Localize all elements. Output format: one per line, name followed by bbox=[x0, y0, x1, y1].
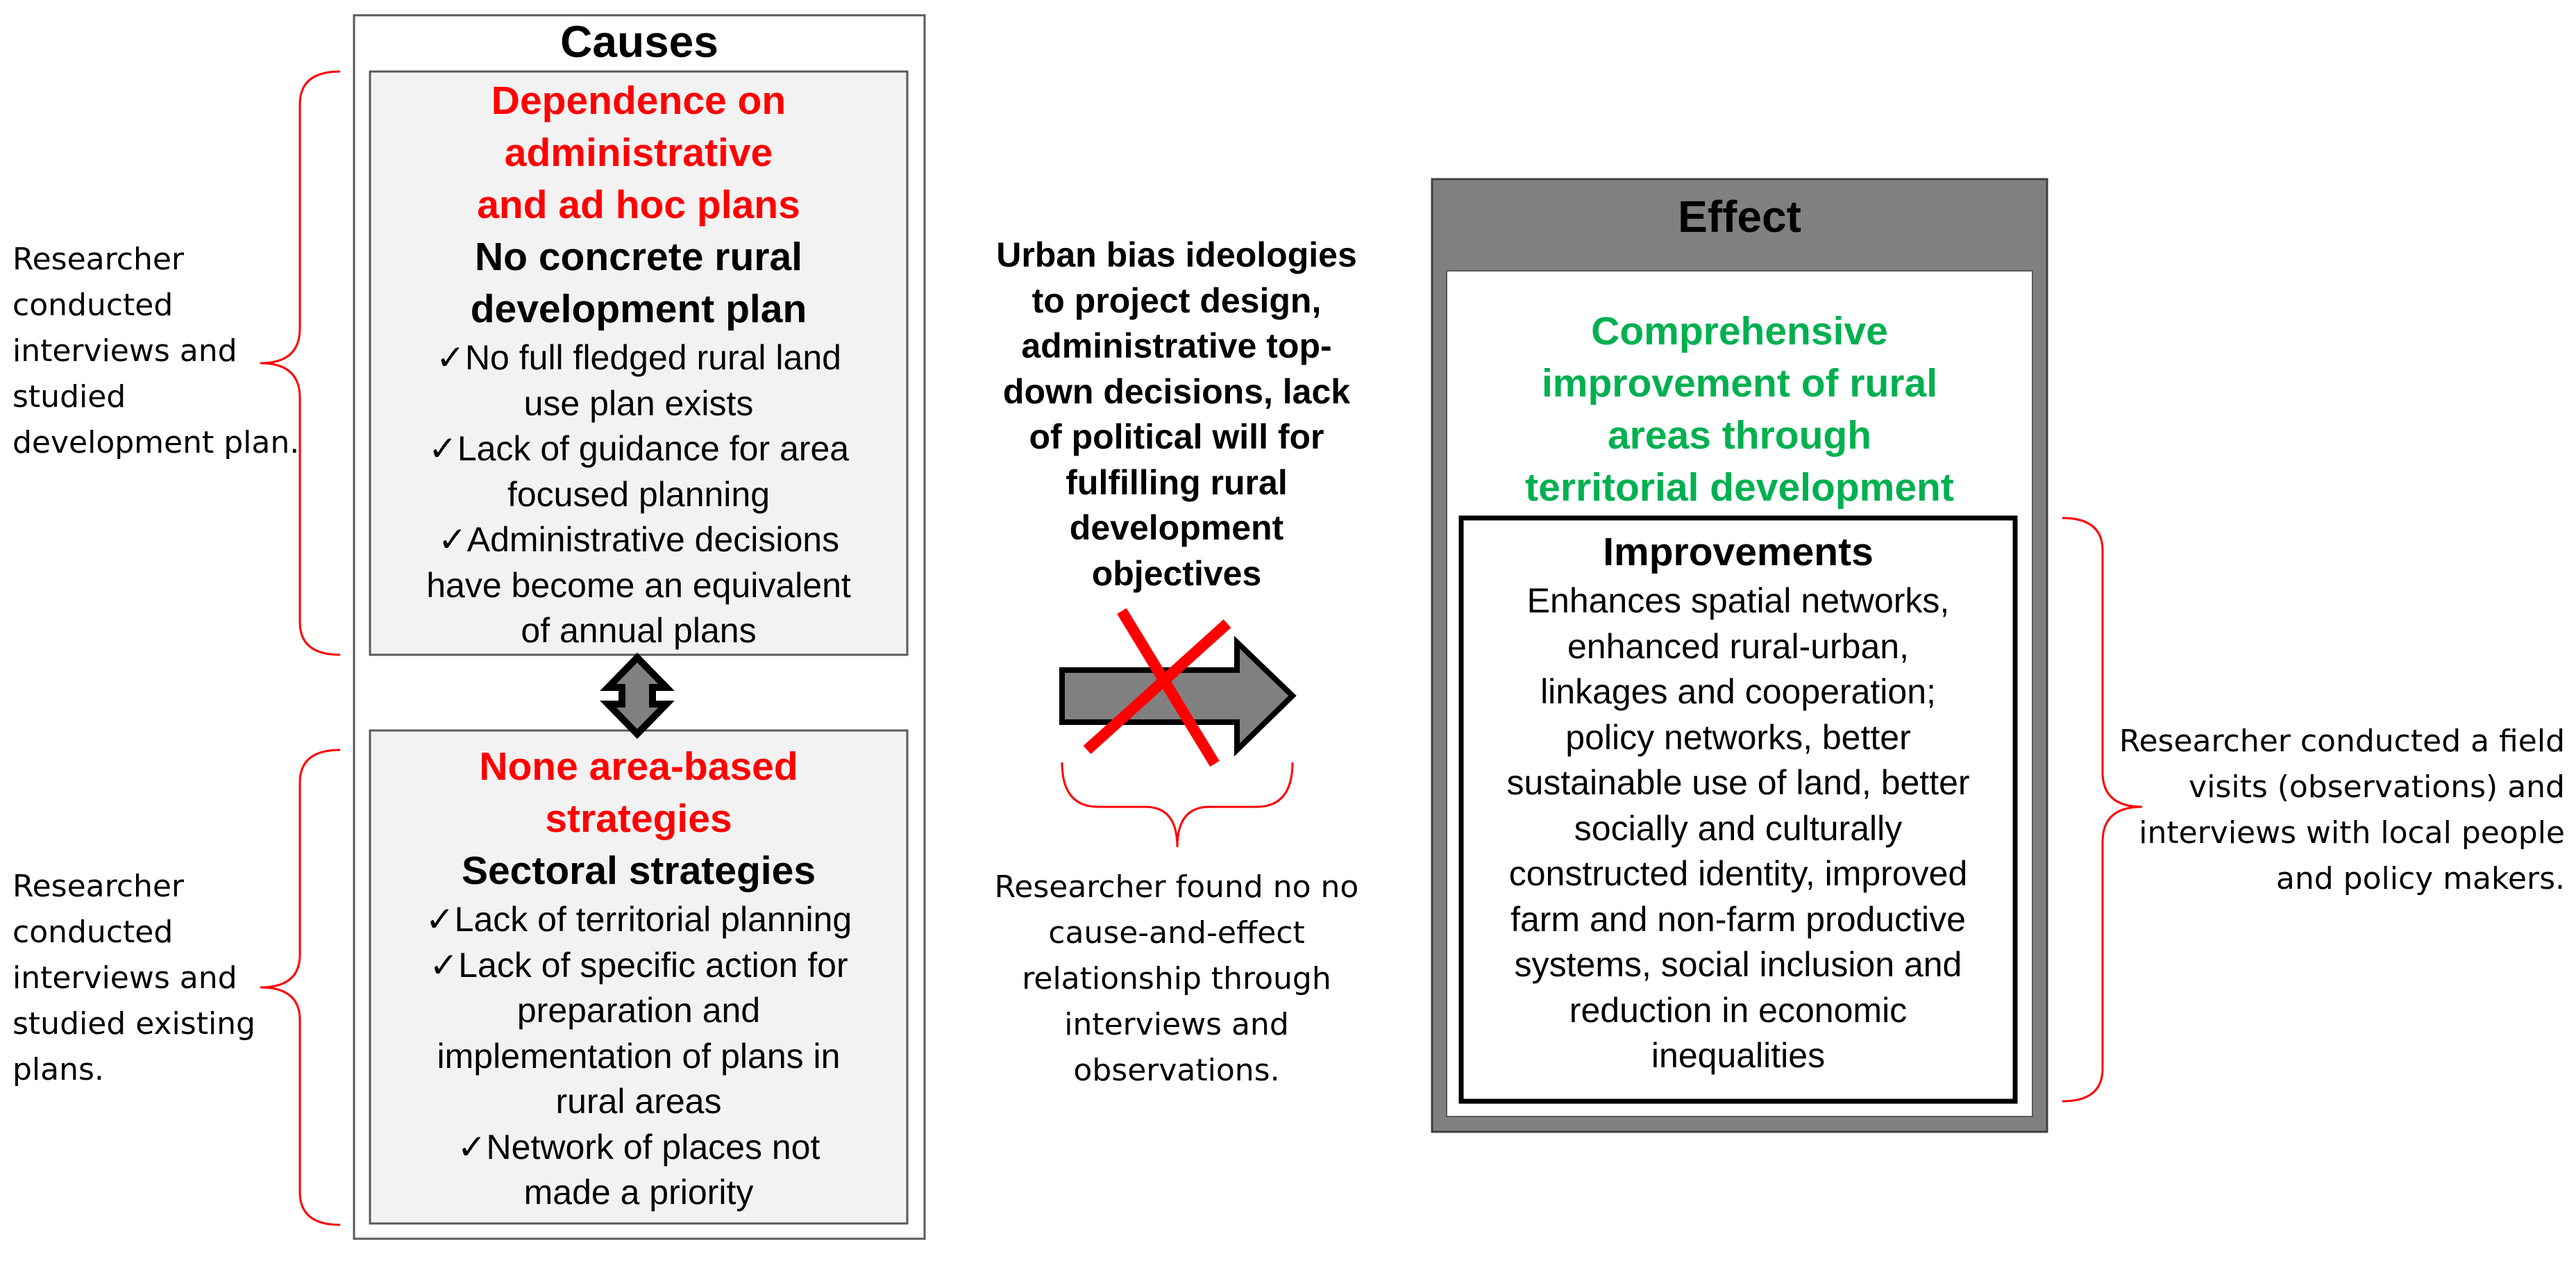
bullet-line: rural areas bbox=[555, 1082, 722, 1121]
causes-title-label: Causes bbox=[560, 17, 718, 67]
bullet-line: ✓Network of places not bbox=[457, 1127, 820, 1167]
effect-green-heading bbox=[1447, 306, 2032, 514]
note-line: conducted bbox=[12, 287, 174, 323]
heading-line: None area-based bbox=[479, 744, 798, 789]
right-note bbox=[2110, 719, 2565, 902]
bullet-line: ✓Lack of specific action for bbox=[429, 945, 848, 985]
improvements-body bbox=[1464, 578, 2012, 1079]
body-line: sustainable use of land, better bbox=[1506, 763, 1970, 802]
ideology-line: of political will for bbox=[1029, 417, 1324, 456]
note-line: interviews and bbox=[12, 333, 237, 369]
body-line: farm and non-farm productive bbox=[1510, 899, 1966, 939]
body-line: socially and culturally bbox=[1574, 808, 1903, 848]
ideology-line: down decisions, lack bbox=[1002, 371, 1351, 411]
heading-line: territorial development bbox=[1525, 465, 1954, 510]
note-line: and policy makers. bbox=[2275, 861, 2565, 896]
causes-title bbox=[354, 14, 925, 69]
improvements-heading bbox=[1464, 526, 2012, 578]
bullet-line: implementation of plans in bbox=[437, 1036, 841, 1076]
top-red-heading bbox=[370, 75, 907, 231]
ideology-line: to project design, bbox=[1032, 281, 1322, 320]
ideology-line: Urban bias ideologies bbox=[996, 235, 1357, 274]
note-line: interviews with local people bbox=[2139, 815, 2565, 851]
note-line: studied bbox=[12, 379, 126, 415]
body-line: linkages and cooperation; bbox=[1540, 672, 1936, 711]
bullet-line: preparation and bbox=[516, 991, 761, 1030]
body-line: policy networks, better bbox=[1565, 717, 1911, 757]
improvements-heading-label: Improvements bbox=[1603, 530, 1874, 574]
bullet-line: ✓No full fledged rural land bbox=[436, 338, 841, 377]
top-bullets bbox=[370, 335, 907, 654]
note-line: relationship through bbox=[1022, 961, 1331, 996]
left-note-top bbox=[12, 237, 300, 466]
bullet-line: have become an equivalent bbox=[426, 565, 851, 605]
bullet-line: use plan exists bbox=[523, 383, 754, 423]
ideology-line: fulfilling rural bbox=[1066, 462, 1288, 502]
causes-top-text bbox=[370, 75, 907, 654]
bullet-line: ✓Administrative decisions bbox=[437, 520, 840, 559]
note-line: plans. bbox=[12, 1052, 104, 1087]
finding-note bbox=[958, 864, 1395, 1094]
note-line: Researcher bbox=[12, 242, 184, 277]
body-line: systems, social inclusion and bbox=[1514, 945, 1962, 984]
ideology-line: objectives bbox=[1091, 553, 1262, 593]
heading-line: administrative bbox=[504, 131, 773, 175]
note-line: conducted bbox=[12, 914, 174, 950]
note-line: studied existing bbox=[12, 1006, 255, 1042]
heading-line: and ad hoc plans bbox=[477, 183, 800, 227]
body-line: Enhances spatial networks, bbox=[1526, 581, 1950, 620]
heading-line: strategies bbox=[545, 796, 732, 841]
effect-title bbox=[1432, 189, 2047, 244]
body-line: inequalities bbox=[1651, 1036, 1826, 1075]
note-line: observations. bbox=[1073, 1053, 1280, 1088]
heading-line: Sectoral strategies bbox=[461, 849, 816, 893]
note-line: Researcher bbox=[12, 869, 184, 904]
causes-bottom-text bbox=[370, 741, 907, 1216]
heading-line: No concrete rural bbox=[475, 235, 802, 279]
body-line: enhanced rural-urban, bbox=[1567, 626, 1909, 666]
ideology-line: administrative top- bbox=[1021, 326, 1332, 365]
note-line: visits (observations) and bbox=[2189, 769, 2565, 805]
bullet-line: ✓Lack of guidance for area bbox=[428, 429, 850, 468]
body-line: constructed identity, improved bbox=[1508, 854, 1968, 893]
heading-line: areas through bbox=[1607, 413, 1872, 458]
bullet-line: ✓Lack of territorial planning bbox=[425, 900, 852, 939]
heading-line: Comprehensive bbox=[1591, 309, 1888, 353]
effect-title-label: Effect bbox=[1678, 192, 1801, 242]
improvements-content bbox=[1464, 526, 2012, 1079]
body-line: reduction in economic bbox=[1569, 990, 1908, 1030]
bottom-bullets bbox=[370, 897, 907, 1216]
note-line: cause-and-effect bbox=[1048, 915, 1305, 951]
heading-line: Dependence on bbox=[491, 78, 786, 123]
note-line: interviews and bbox=[12, 960, 237, 996]
bottom-black-heading bbox=[370, 845, 907, 897]
bullet-line: focused planning bbox=[507, 474, 771, 514]
curly-brace-icon bbox=[1062, 762, 1293, 847]
note-line: Researcher conducted a field bbox=[2119, 724, 2565, 759]
ideology-text bbox=[944, 233, 1409, 596]
ideology-line: development bbox=[1069, 508, 1284, 547]
note-line: interviews and bbox=[1064, 1007, 1289, 1042]
note-line: development plan. bbox=[12, 425, 300, 460]
bottom-red-heading bbox=[370, 741, 907, 845]
top-black-heading bbox=[370, 231, 907, 335]
bullet-line: of annual plans bbox=[521, 611, 757, 650]
left-note-bottom bbox=[12, 864, 290, 1093]
heading-line: improvement of rural bbox=[1541, 361, 1938, 406]
note-line: Researcher found no no bbox=[994, 869, 1359, 905]
bullet-line: made a priority bbox=[523, 1173, 754, 1212]
heading-line: development plan bbox=[470, 287, 807, 331]
